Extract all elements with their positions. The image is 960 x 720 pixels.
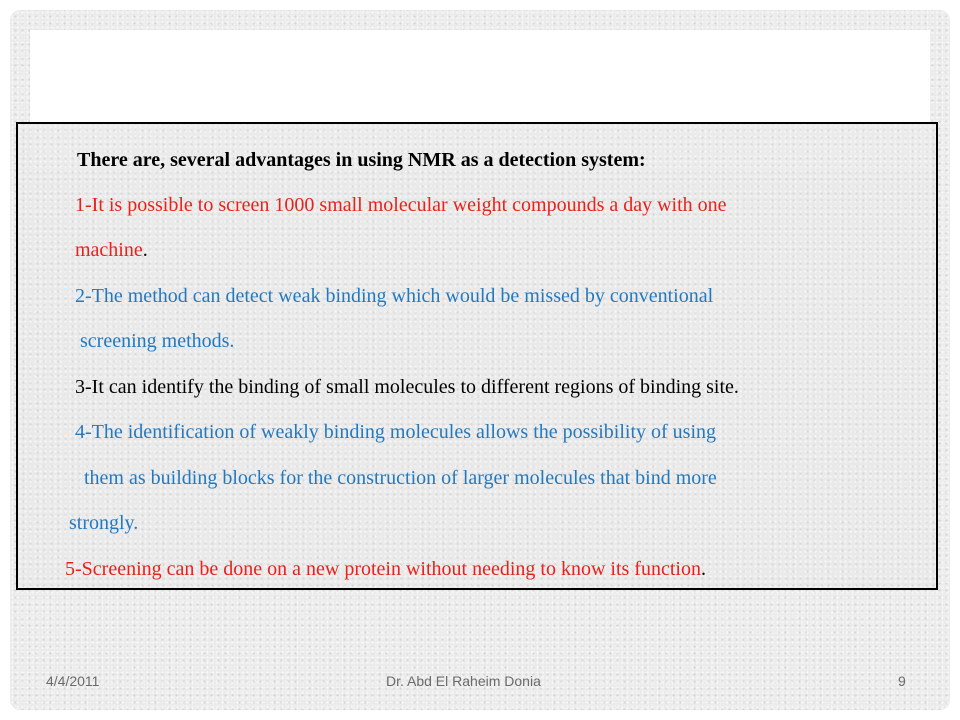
footer-author: Dr. Abd El Raheim Donia (386, 673, 541, 689)
point-4-line-1: 4-The identification of weakly binding molecules allows the possibility of using (75, 421, 716, 443)
point-1-line-2-text: machine (75, 239, 143, 261)
footer-date: 4/4/2011 (46, 673, 100, 689)
point-4-line-3: strongly. (69, 512, 139, 534)
point-5-period: . (700, 558, 706, 580)
point-1-line-2 (75, 238, 148, 262)
point-2-line-2: screening methods. (80, 330, 235, 352)
point-5-line-1 (65, 557, 706, 581)
point-2-line-1: 2-The method can detect weak binding which would be missed by conventional (75, 285, 714, 307)
point-4-line-2: them as building blocks for the construction of larger molecules that bind more (84, 467, 717, 489)
point-1-line-1: 1-It is possible to screen 1000 small molecular weight compounds a day with one (75, 194, 727, 216)
point-3-line-1: 3-It can identify the binding of small molecules to different regions of binding site. (75, 376, 739, 398)
point-5-line-1-text: 5-Screening can be done on a new protein without needing to know its function (65, 558, 701, 580)
point-1-period: . (142, 239, 148, 261)
intro-text: There are, several advantages in using NMR as a detection system: (77, 149, 646, 171)
content-box (16, 122, 938, 590)
footer-page-number: 9 (898, 673, 906, 689)
